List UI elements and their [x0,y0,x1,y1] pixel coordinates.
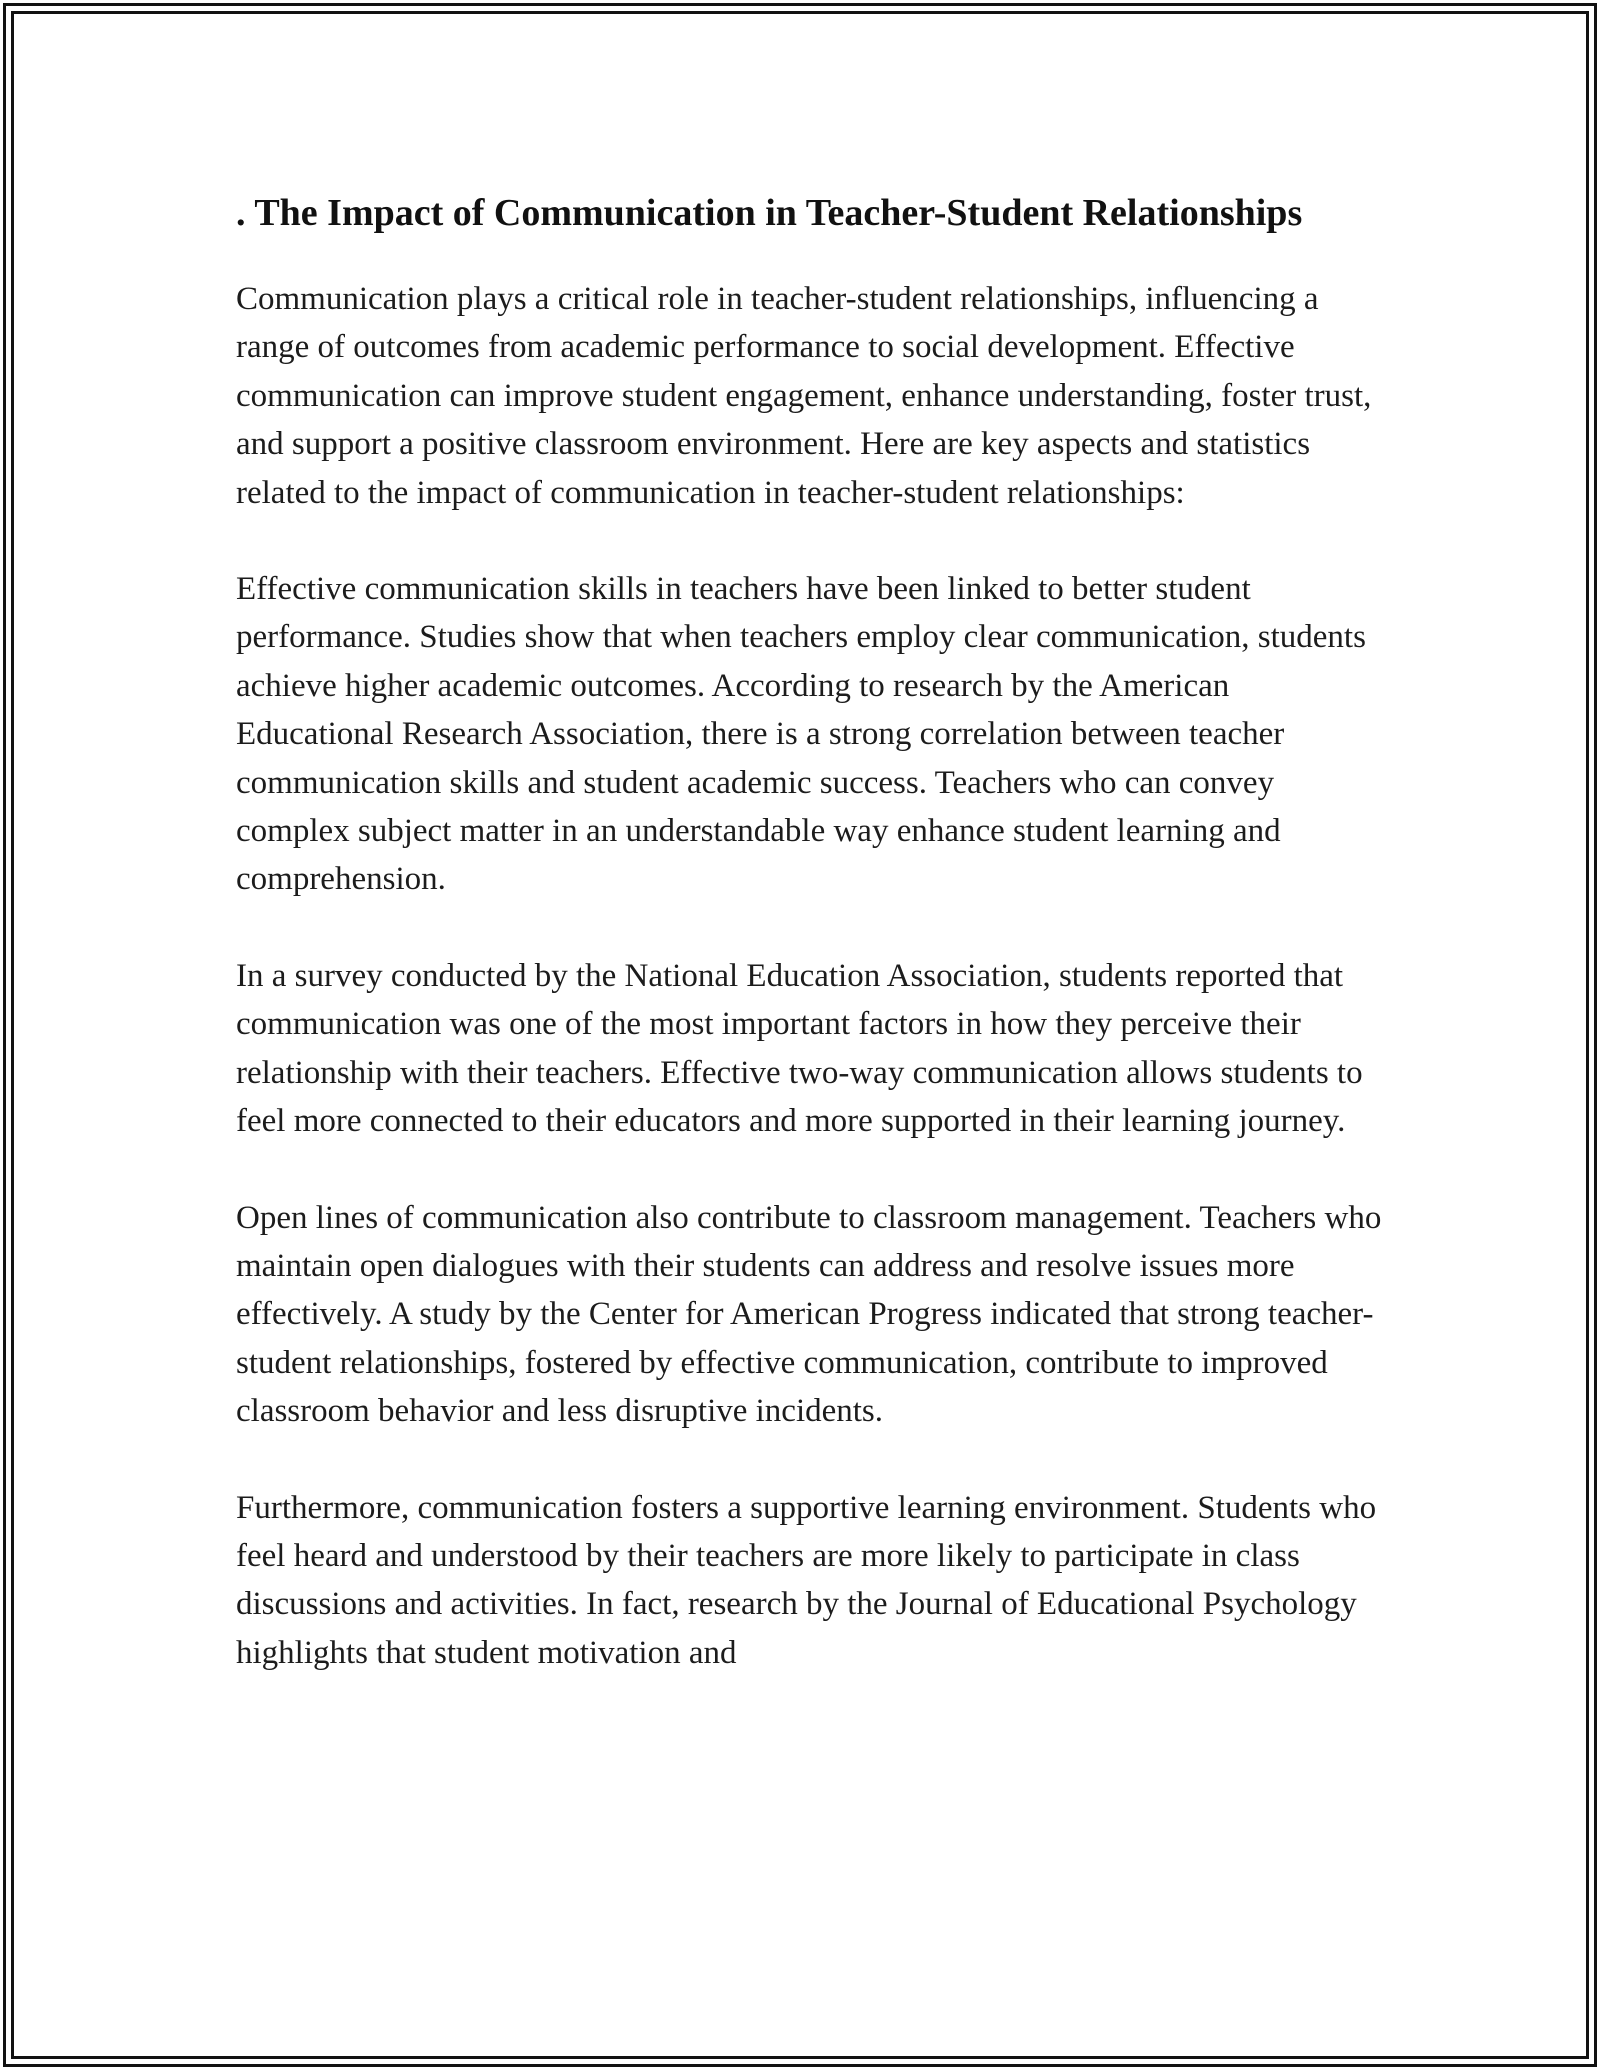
paragraph-nea-survey: In a survey conducted by the National Education Association, students reported that communication was one of the most important factors in how they perceive their relationship with their teachers. Effective two-way communication allows students to feel more connected to their educators and more supported in their learning journey. [236,957,1363,1140]
paragraph-academic-performance: Effective communication skills in teachers have been linked to better student performance. Studies show that when teachers employ clear communication, students achieve higher academic outcomes. According to research by the American Educational Research Association, there is a strong correlation between teacher communication skills and student academic success. Teachers who can convey complex subject matter in an understandable way enhance student learning and comprehension. [236,571,1366,898]
document-heading: . The Impact of Communication in Teacher-Student Relationships [236,192,1303,234]
paragraph-supportive-environment: Furthermore, communication fosters a supportive learning environment. Students who feel heard and understood by their teachers are more likely to participate in class discussions and activities. In fact, research by the Journal of Educational Psychology highlights that student motivation and [236,1489,1377,1671]
document-body [236,186,1386,1725]
paragraph-intro: Communication plays a critical role in teacher-student relationships, influencing a range of outcomes from academic performance to social development. Effective communication can improve student engagement, enhance understanding, foster trust, and support a positive classroom environment. Here are key aspects and statistics related to the impact of communication in teacher-student relationships: [236,281,1372,511]
paragraph-classroom-management: Open lines of communication also contribute to classroom management. Teachers who maintain open dialogues with their students can address and resolve issues more effectively. A study by the Center for American Progress indicated that strong teacher-student relationships, fostered by effective communication, contribute to improved classroom behavior and less disruptive incidents. [236,1199,1382,1430]
